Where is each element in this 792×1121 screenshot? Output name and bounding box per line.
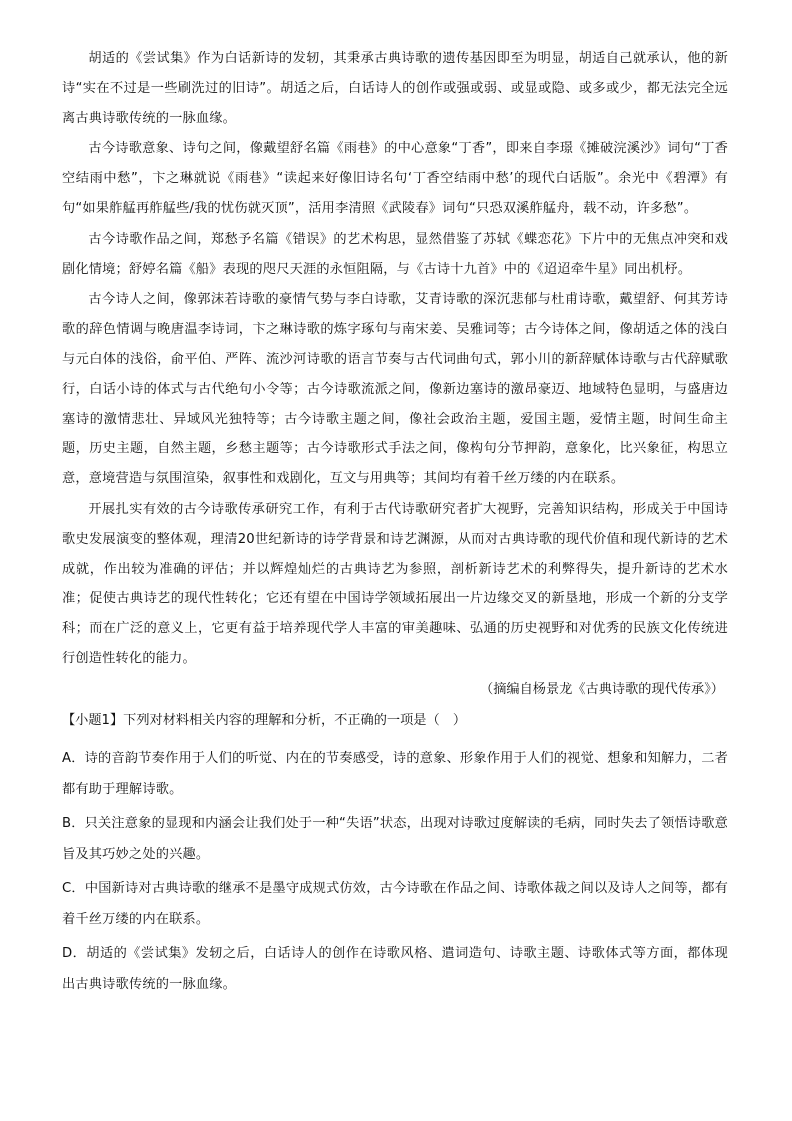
question-block <box>62 706 728 1000</box>
option-d: D．胡适的《尝试集》发轫之后，白话诗人的创作在诗歌风格、遣词造句、诗歌主题、诗歌体式等方面，都体现出古典诗歌传统的一脉血缘。 <box>62 945 728 992</box>
article-body <box>62 44 728 704</box>
option-c: C．中国新诗对古典诗歌的继承不是墨守成规式仿效，古今诗歌在作品之间、诗歌体裁之间以及诗人之间等，都有着千丝万缕的内在联系。 <box>62 880 728 927</box>
question-stem: 【小题1】下列对材料相关内容的理解和分析，不正确的一项是（ ） <box>62 712 467 728</box>
article-paragraph-1: 胡适的《尝试集》作为白话新诗的发轫，其秉承古典诗歌的遗传基因即至为明显，胡适自己就承认，他的新诗“实在不过是一些刷洗过的旧诗”。胡适之后，白话诗人的创作或强或弱、或显或隐、或多或少，都无法完全远离古典诗歌传统的一脉血缘。 <box>62 51 728 126</box>
article-paragraph-4: 古今诗人之间，像郭沫若诗歌的豪情气势与李白诗歌，艾青诗歌的深沉悲郁与杜甫诗歌，戴望舒、何其芳诗歌的辞色情调与晚唐温李诗词，卞之琳诗歌的炼字琢句与南宋姜、吴雅词等；古今诗体之间，像胡适之体的浅白与元白体的浅俗，俞平伯、严阵、流沙河诗歌的语言节奏与古代词曲句式，郭小川的新辞赋体诗歌与古代辞赋歌行，白话小诗的体式与古代绝句小令等；古今诗歌流派之间，像新边塞诗的激昂豪迈、地域特色显明，与盛唐边塞诗的激情悲壮、异域风光独特等；古今诗歌主题之间，像社会政治主题，爱国主题，爱情主题，时间生命主题，历史主题，自然主题，乡愁主题等；古今诗歌形式手法之间，像构句分节押韵，意象化，比兴象征，构思立意，意境营造与氛围渲染，叙事性和戏剧化，互文与用典等；其间均有着千丝万缕的内在联系。 <box>62 292 728 487</box>
article-paragraph-5: 开展扎实有效的古今诗歌传承研究工作，有利于古代诗歌研究者扩大视野，完善知识结构，形成关于中国诗歌史发展演变的整体观，理清20世纪新诗的诗学背景和诗艺渊源，从而对古典诗歌的现代价值和现代新诗的艺术成就，作出较为准确的评估；并以辉煌灿烂的古典诗艺为参照，剖析新诗艺术的利弊得失，提升新诗的艺术水准；促使古典诗艺的现代性转化；它还有望在中国诗学领域拓展出一片边缘交叉的新垦地，形成一个新的分支学科；而在广泛的意义上，它更有益于培养现代学人丰富的审美趣味、弘通的历史视野和对优秀的民族文化传统进行创造性转化的能力。 <box>62 501 728 666</box>
option-b: B．只关注意象的显现和内涵会让我们处于一种“失语”状态，出现对诗歌过度解读的毛病，同时失去了领悟诗歌意旨及其巧妙之处的兴趣。 <box>62 815 728 862</box>
article-paragraph-2: 古今诗歌意象、诗句之间，像戴望舒名篇《雨巷》的中心意象“丁香”，即来自李璟《摊破浣溪沙》词句“丁香空结雨中愁”，卞之琳就说《雨巷》“读起来好像旧诗名句‘丁香空结雨中愁’的现代白话版”。余光中《碧潭》有句“如果舴艋再舴艋些/我的忧伤就灭顶”，活用李清照《武陵春》词句“只恐双溪舴艋舟，载不动，许多愁”。 <box>62 141 728 216</box>
article-source: （摘编自杨景龙《古典诗歌的现代传承》） <box>480 681 724 697</box>
option-a: A．诗的音韵节奏作用于人们的听觉、内在的节奏感受，诗的意象、形象作用于人们的视觉、想象和知解力，二者都有助于理解诗歌。 <box>62 750 728 797</box>
article-paragraph-3: 古今诗歌作品之间，郑愁予名篇《错误》的艺术构思，显然借鉴了苏轼《蝶恋花》下片中的无焦点冲突和戏剧化情境；舒婷名篇《船》表现的咫尺天涯的永恒阻隔，与《古诗十九首》中的《迢迢牵牛星》同出机杼。 <box>62 231 728 277</box>
